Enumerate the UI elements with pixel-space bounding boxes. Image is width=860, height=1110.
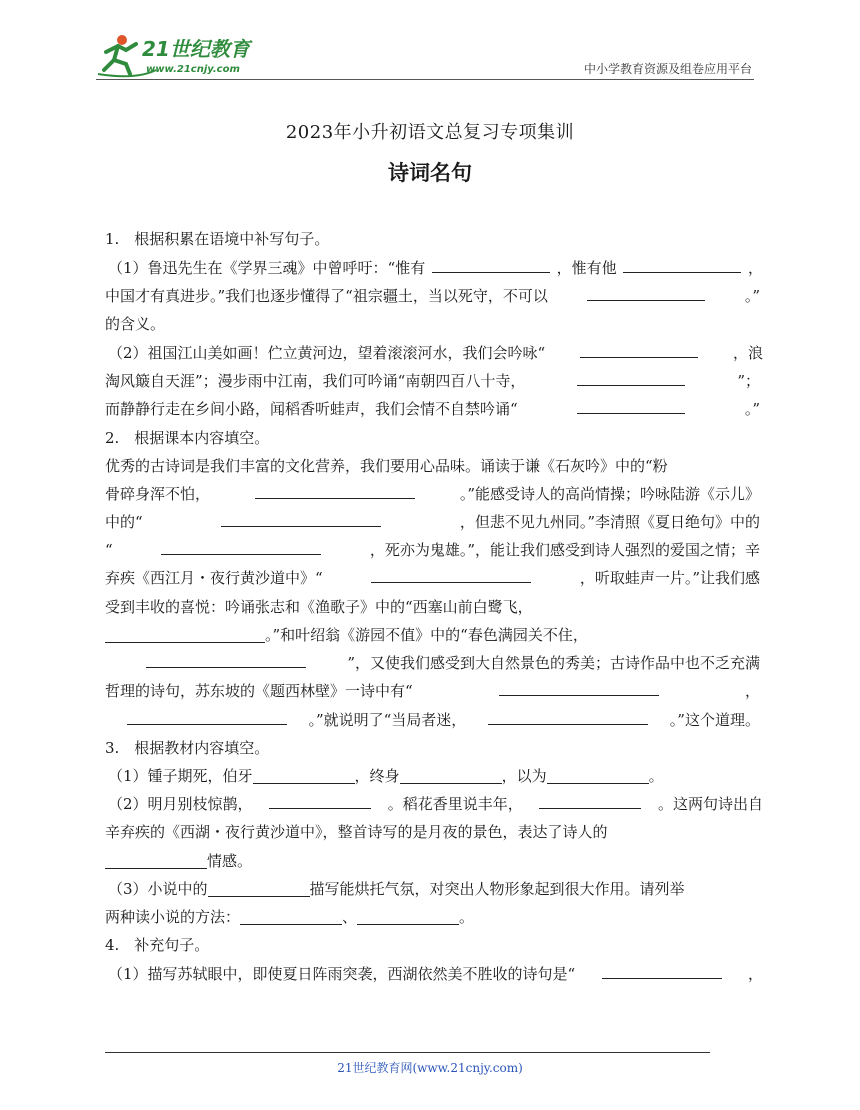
text-segment: ，以为 (501, 767, 547, 785)
text-segment: 。”这个道理。 (669, 711, 760, 729)
text-line (105, 509, 760, 535)
text-segment: 。稻花香里说丰年， (387, 795, 523, 813)
text-segment: 而静静行走在乡间小路，闻稻香听蛙声，我们会情不自禁吟诵“ (105, 400, 518, 418)
line-content (105, 598, 533, 616)
text-line (105, 368, 760, 394)
logo-text: 21世纪教育 (142, 37, 250, 61)
text-segment: 优秀的古诗词是我们丰富的文化营养，我们要用心品味。诵读于谦《石灰吟》中的“粉 (105, 457, 668, 475)
text-segment: 辛弃疾的《西湖・夜行黄沙道中》，整首诗写的是月夜的景色，表达了诗人的 (105, 823, 608, 841)
text-segment: 。” (744, 400, 760, 418)
line-content (108, 961, 763, 987)
text-segment: （1）锺子期死，伯牙 (108, 767, 253, 785)
text-segment: 。”能感受诗人的高尚情操；吟咏陆游《示儿》 (459, 485, 760, 503)
line-content (105, 650, 760, 676)
text-segment: 淘风簸自天涯”；漫步雨中江南，我们可吟诵“南朝四百八十寺， (105, 372, 526, 390)
line-content (105, 678, 760, 704)
fill-in-blank[interactable] (499, 678, 659, 696)
text-line (108, 255, 763, 281)
text-segment: 1. 根据积累在语境中补写句子。 (105, 230, 330, 248)
text-line (105, 904, 760, 930)
fill-in-blank[interactable] (580, 340, 698, 358)
text-segment: 、 (342, 908, 358, 926)
line-content (105, 852, 252, 870)
line-content (108, 880, 685, 898)
header-tagline: 中小学教育资源及组卷应用平台 (583, 62, 752, 76)
line-content (105, 283, 760, 309)
text-segment: （1）鲁迅先生在《学界三魂》中曾呼吁：“惟有 (108, 259, 426, 277)
line-content (108, 255, 763, 281)
text-line (105, 283, 760, 309)
line-content (105, 315, 165, 333)
text-segment: “ (105, 541, 113, 559)
text-line (108, 961, 763, 987)
text-segment: 弃疾《西江月・夜行黄沙道中》“ (105, 569, 323, 587)
text-segment: 中的“ (105, 513, 143, 531)
text-segment: ，惟有他 (556, 259, 617, 277)
text-line (105, 707, 760, 733)
line-content (105, 537, 760, 563)
line-content (105, 707, 760, 733)
fill-in-blank[interactable] (547, 766, 649, 784)
text-segment: 。”就说明了“当局者迷， (308, 711, 467, 729)
text-line (108, 791, 763, 817)
text-segment: 中国才有真进步。”我们也逐步懂得了“祖宗疆土，当以死守，不可以 (105, 287, 548, 305)
text-line (105, 735, 760, 761)
line-content (105, 565, 760, 591)
fill-in-blank[interactable] (400, 766, 502, 784)
text-line (105, 932, 760, 958)
text-line (105, 565, 760, 591)
fill-in-blank[interactable] (161, 537, 321, 555)
fill-in-blank[interactable] (432, 255, 550, 273)
text-line (105, 481, 760, 507)
text-line (105, 819, 760, 845)
text-segment: ，听取蛙声一片。”让我们感 (579, 569, 760, 587)
text-segment: ， (747, 965, 763, 983)
line-content (105, 823, 608, 841)
fill-in-blank[interactable] (587, 283, 705, 301)
text-segment: 的含义。 (105, 315, 166, 333)
text-segment: （3）小说中的 (108, 880, 208, 898)
fill-in-blank[interactable] (623, 255, 741, 273)
logo-url: www.21cnjy.com (146, 64, 240, 75)
text-segment: ，终身 (354, 767, 400, 785)
site-logo (96, 30, 266, 80)
line-content (105, 481, 760, 507)
fill-in-blank[interactable] (539, 791, 641, 809)
fill-in-blank[interactable] (221, 509, 381, 527)
text-segment: ”，又使我们感受到大自然景色的秀美；古诗作品中也不乏充满 (347, 654, 760, 672)
fill-in-blank[interactable] (269, 791, 371, 809)
line-content (105, 626, 588, 644)
text-segment: 哲理的诗句，苏东坡的《题西林壁》一诗中有“ (105, 682, 413, 700)
fill-in-blank[interactable] (253, 766, 355, 784)
line-content (105, 908, 474, 926)
line-content (108, 340, 763, 366)
fill-in-blank[interactable] (127, 707, 287, 725)
text-segment: ，浪 (732, 344, 763, 362)
line-content (105, 230, 329, 248)
text-segment: 。这两句诗出自 (657, 795, 763, 813)
text-line (105, 622, 760, 648)
line-content (105, 429, 269, 447)
fill-in-blank[interactable] (577, 368, 685, 386)
text-segment: ”； (737, 372, 760, 390)
text-line (105, 650, 760, 676)
fill-in-blank[interactable] (577, 396, 685, 414)
text-line (108, 340, 763, 366)
text-segment: 。”和叶绍翁《游园不值》中的“春色满园关不住， (265, 626, 588, 644)
text-line (105, 425, 760, 451)
text-segment: 。” (744, 287, 760, 305)
text-segment: 受到丰收的喜悦：吟诵张志和《渔歌子》中的“西塞山前白鹭飞， (105, 598, 533, 616)
document-title: 2023年小升初语文总复习专项集训 (285, 122, 575, 143)
fill-in-blank[interactable] (371, 565, 531, 583)
text-segment: 3. 根据教材内容填空。 (105, 739, 270, 757)
line-content (105, 457, 668, 475)
text-line (105, 226, 760, 252)
fill-in-blank[interactable] (146, 650, 306, 668)
fill-in-blank[interactable] (255, 481, 415, 499)
text-segment: 两种读小说的方法： (105, 908, 241, 926)
text-segment: 2. 根据课本内容填空。 (105, 429, 270, 447)
fill-in-blank[interactable] (488, 707, 648, 725)
text-line (105, 594, 760, 620)
footer-text: 21世纪教育网(www.21cnjy.com) (337, 1061, 523, 1075)
line-content (108, 767, 664, 785)
text-line (105, 537, 760, 563)
fill-in-blank[interactable] (105, 625, 265, 643)
fill-in-blank[interactable] (208, 879, 310, 897)
text-line (105, 453, 760, 479)
text-line (105, 396, 760, 422)
line-content (105, 739, 269, 757)
line-content (105, 936, 209, 954)
text-segment: ，死亦为鬼雄。”，能让我们感受到诗人强烈的爱国之情；辛 (369, 541, 760, 559)
footer-divider (105, 1052, 710, 1053)
text-segment: （2）祖国江山美如画！伫立黄河边，望着滚滚河水，我们会吟咏“ (108, 344, 546, 362)
line-content (105, 396, 760, 422)
text-segment: 情感。 (207, 852, 253, 870)
text-line (105, 848, 760, 874)
fill-in-blank[interactable] (602, 961, 722, 979)
line-content (105, 368, 760, 394)
text-segment: ， (744, 682, 760, 700)
text-segment: 描写能烘托气氛，对突出人物形象起到很大作用。请列举 (309, 880, 685, 898)
document-subtitle: 诗词名句 (388, 161, 472, 185)
text-segment: ，但悲不见九州同。”李清照《夏日绝句》中的 (459, 513, 760, 531)
line-content (108, 791, 763, 817)
text-segment: （2）明月别枝惊鹊， (108, 795, 253, 813)
text-line (105, 311, 760, 337)
fill-in-blank[interactable] (240, 907, 342, 925)
text-line (108, 763, 763, 789)
header-divider (96, 79, 754, 80)
fill-in-blank[interactable] (105, 851, 207, 869)
text-segment: 骨碎身浑不怕， (105, 485, 211, 503)
text-segment: 。 (459, 908, 475, 926)
line-content (105, 509, 760, 535)
text-line (108, 876, 763, 902)
fill-in-blank[interactable] (357, 907, 459, 925)
text-line (105, 678, 760, 704)
text-segment: （1）描写苏轼眼中，即使夏日阵雨突袭，西湖依然美不胜收的诗句是“ (108, 965, 576, 983)
text-segment: 。 (648, 767, 664, 785)
text-segment: 4. 补充句子。 (105, 936, 210, 954)
text-segment: ， (747, 259, 763, 277)
